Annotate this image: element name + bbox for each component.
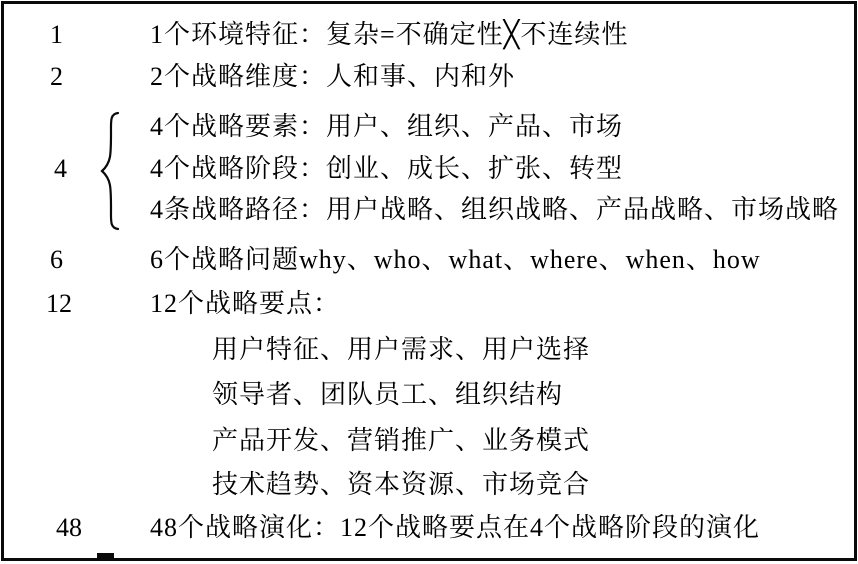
line-strategy-evolution: 48个战略演化：12个战略要点在4个战略阶段的演化 <box>150 513 761 542</box>
left-curly-brace-icon <box>96 110 124 232</box>
line-strategy-stages: 4个战略阶段：创业、成长、扩张、转型 <box>150 154 624 183</box>
row-number-48: 48 <box>56 513 82 542</box>
line-strategy-elements: 4个战略要素：用户、组织、产品、市场 <box>150 112 624 141</box>
row-number-1: 1 <box>50 20 63 49</box>
row-number-2: 2 <box>50 62 63 91</box>
line-strategy-paths: 4条战略路径：用户战略、组织战略、产品战略、市场战略 <box>150 195 840 224</box>
row-number-6: 6 <box>50 245 63 274</box>
line-env-feature: 1个环境特征：复杂=不确定性╳不连续性 <box>150 20 629 49</box>
row-number-4: 4 <box>54 154 67 183</box>
line-strategy-questions: 6个战略问题why、who、what、where、when、how <box>150 245 761 274</box>
line-points-organization: 领导者、团队员工、组织结构 <box>212 380 564 409</box>
row-number-12: 12 <box>46 289 72 318</box>
bottom-edge-mark <box>97 553 114 559</box>
line-points-product: 产品开发、营销推广、业务模式 <box>212 426 591 455</box>
line-points-market: 技术趋势、资本资源、市场竞合 <box>212 470 591 499</box>
line-points-user: 用户特征、用户需求、用户选择 <box>212 335 591 364</box>
line-strategy-dims: 2个战略维度：人和事、内和外 <box>150 62 516 91</box>
line-strategy-points: 12个战略要点： <box>150 289 341 318</box>
